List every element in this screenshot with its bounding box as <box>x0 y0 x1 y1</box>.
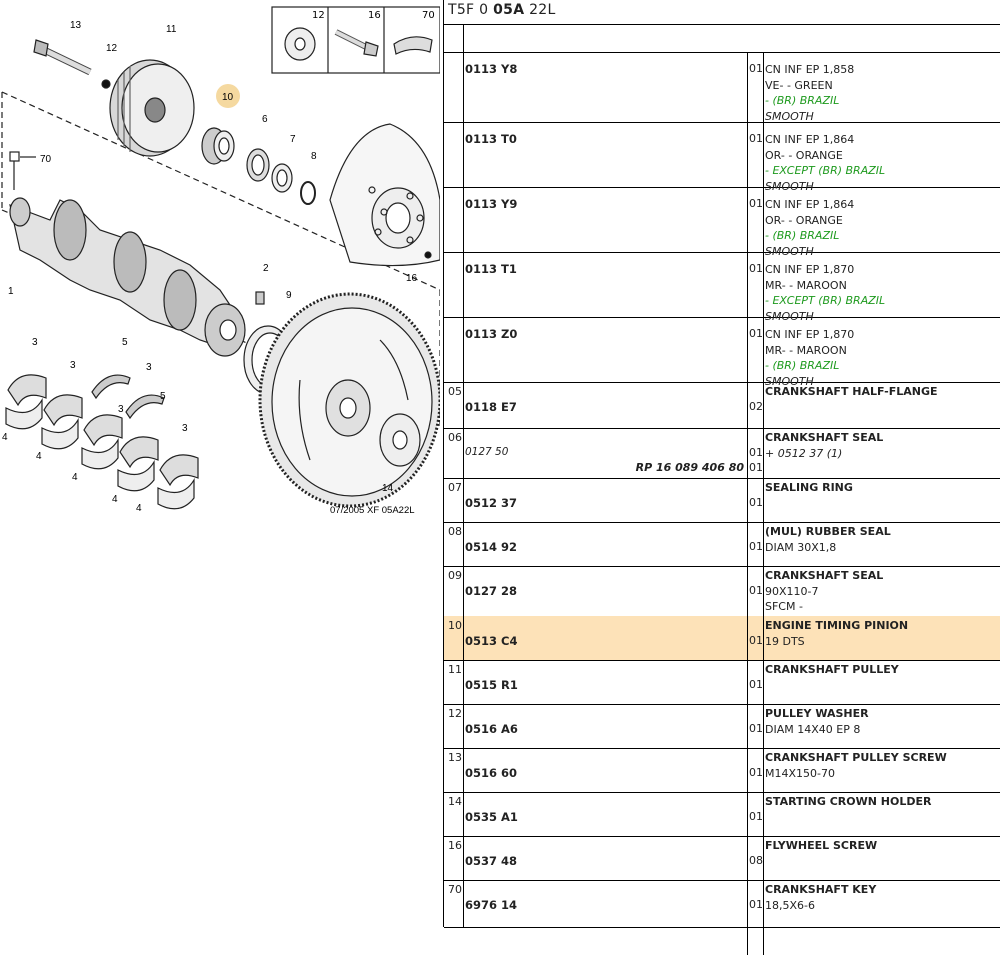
part-quantity: 01 <box>749 327 763 340</box>
description-line: - (BR) BRAZIL <box>765 359 840 373</box>
row-index: 05 <box>448 385 462 398</box>
col-divider-qty <box>763 52 764 955</box>
callout-5a: 5 <box>122 337 128 348</box>
description-line: CRANKSHAFT KEY <box>765 883 877 896</box>
row-index: 12 <box>448 707 462 720</box>
crankshaft-pulley-icon <box>110 60 194 156</box>
row-index: 11 <box>448 663 462 676</box>
row-index: 13 <box>448 751 462 764</box>
parts-row[interactable] <box>444 428 1000 479</box>
part-quantity: 01 <box>749 540 763 553</box>
part-reference[interactable]: 0118 E7 <box>465 400 517 414</box>
parts-row[interactable] <box>444 522 1000 567</box>
part-quantity: 01 <box>749 766 763 779</box>
parts-row[interactable] <box>444 566 1000 617</box>
parts-row[interactable] <box>444 792 1000 837</box>
row-index: 09 <box>448 569 462 582</box>
part-quantity: 01 <box>749 496 763 509</box>
callout-16: 16 <box>406 273 418 284</box>
catalog-header <box>444 0 1000 25</box>
part-reference[interactable]: 0127 50 <box>465 446 509 458</box>
description-line: CRANKSHAFT SEAL <box>765 431 884 444</box>
description-line: M14X150-70 <box>765 766 835 780</box>
svg-text:16: 16 <box>368 10 381 21</box>
part-description <box>765 524 891 555</box>
part-description <box>765 480 853 496</box>
description-line: - (BR) BRAZIL <box>765 229 840 243</box>
part-quantity: 01 <box>749 197 763 210</box>
part-quantity: 01 <box>749 584 763 597</box>
part-description <box>765 568 883 615</box>
timing-pinion-icon <box>202 128 234 164</box>
part-description <box>765 750 947 781</box>
callout-3c: 3 <box>146 362 152 373</box>
sealing-ring-icon <box>272 164 292 192</box>
part-description <box>765 197 854 259</box>
description-line: MR- - MAROON <box>765 343 847 357</box>
part-reference[interactable]: 0113 Y9 <box>465 197 518 211</box>
callout-4c: 4 <box>72 472 78 483</box>
part-quantity: 01 <box>749 446 763 459</box>
callout-70: 70 <box>40 154 52 165</box>
row-index: 14 <box>448 795 462 808</box>
catalog-code-prefix: T5F 0 <box>448 2 494 18</box>
description-line: 19 DTS <box>765 634 805 648</box>
row-index: 10 <box>448 619 462 632</box>
crankshaft-icon <box>10 198 245 356</box>
description-line: SMOOTH <box>765 109 814 123</box>
part-quantity: 01 <box>749 898 763 911</box>
callout-4a: 4 <box>2 432 8 443</box>
description-line: ENGINE TIMING PINION <box>765 619 909 632</box>
pulley-screw-icon <box>34 40 90 72</box>
description-line: (MUL) RUBBER SEAL <box>765 525 891 538</box>
description-line: MR- - MAROON <box>765 278 847 292</box>
description-line: CRANKSHAFT HALF-FLANGE <box>765 385 938 398</box>
washer-icon <box>285 28 315 60</box>
part-description <box>765 384 938 400</box>
callout-6: 6 <box>262 114 268 125</box>
part-description <box>765 618 908 649</box>
replacement-part-ref[interactable]: RP 16 089 406 80 <box>635 461 744 474</box>
parts-row[interactable] <box>444 616 1000 661</box>
part-reference[interactable]: 0516 60 <box>465 766 518 780</box>
part-quantity: 01 <box>749 62 763 75</box>
callout-8: 8 <box>311 151 317 162</box>
callout-3b: 3 <box>70 360 76 371</box>
callout-1: 1 <box>8 286 14 297</box>
description-line: CN INF EP 1,864 <box>765 133 855 146</box>
crankshaft-seal-icon <box>247 149 269 181</box>
callout-13: 13 <box>70 20 82 31</box>
callout-10: 10 <box>222 92 234 103</box>
parts-row[interactable] <box>444 122 1000 193</box>
description-line: CRANKSHAFT PULLEY SCREW <box>765 751 947 764</box>
parts-row[interactable] <box>444 187 1000 258</box>
part-description <box>765 794 931 810</box>
description-line: - EXCEPT (BR) BRAZIL <box>765 164 886 178</box>
description-line: SMOOTH <box>765 374 814 388</box>
parts-list-panel <box>443 0 1000 927</box>
description-line: SMOOTH <box>765 309 814 323</box>
rubber-seal-icon <box>301 182 315 204</box>
callout-3e: 3 <box>182 423 188 434</box>
description-line: PULLEY WASHER <box>765 707 869 720</box>
description-line: 18,5X6-6 <box>765 898 815 912</box>
callout-3a: 3 <box>32 337 38 348</box>
description-line: 90X110-7 <box>765 584 819 598</box>
part-quantity: 01 <box>749 634 763 647</box>
parts-row[interactable] <box>444 252 1000 323</box>
dowel-pin-icon <box>256 292 264 304</box>
column-header-strip <box>444 24 1000 53</box>
exploded-parts-diagram <box>0 0 440 927</box>
part-description <box>765 706 869 737</box>
parts-row[interactable] <box>444 478 1000 523</box>
callout-4d: 4 <box>112 494 118 505</box>
part-reference[interactable]: 0127 28 <box>465 584 518 598</box>
part-description <box>765 132 885 194</box>
catalog-code <box>448 2 556 18</box>
parts-row[interactable] <box>444 660 1000 705</box>
description-line: VE- - GREEN <box>765 78 833 92</box>
parts-row[interactable] <box>444 382 1000 429</box>
part-quantity: 02 <box>749 400 763 413</box>
replacement-quantity: 01 <box>749 461 763 474</box>
description-line: CRANKSHAFT SEAL <box>765 569 884 582</box>
parts-row[interactable] <box>444 317 1000 388</box>
callout-12: 12 <box>106 43 118 54</box>
part-description <box>765 838 877 854</box>
row-index: 08 <box>448 525 462 538</box>
description-line: - EXCEPT (BR) BRAZIL <box>765 294 886 308</box>
parts-row[interactable] <box>444 52 1000 123</box>
parts-row[interactable] <box>444 880 1000 928</box>
row-index: 16 <box>448 839 462 852</box>
description-line: DIAM 30X1,8 <box>765 540 837 554</box>
part-reference[interactable]: 0516 A6 <box>465 722 518 736</box>
description-line: + 0512 37 (1) <box>765 446 843 460</box>
part-description <box>765 327 854 389</box>
callout-4b: 4 <box>36 451 42 462</box>
description-line: DIAM 14X40 EP 8 <box>765 722 861 736</box>
description-line: CRANKSHAFT PULLEY <box>765 663 899 676</box>
parts-row[interactable] <box>444 704 1000 749</box>
washer-dot-icon <box>102 80 110 88</box>
callout-7: 7 <box>290 134 296 145</box>
svg-text:70: 70 <box>422 10 435 21</box>
part-description <box>765 262 885 324</box>
part-reference[interactable]: 0535 A1 <box>465 810 518 824</box>
parts-row[interactable] <box>444 836 1000 881</box>
bearing-shells-icon <box>6 375 198 509</box>
part-reference[interactable]: 0113 T0 <box>465 132 517 146</box>
flywheel-icon <box>260 294 440 506</box>
part-quantity: 01 <box>749 722 763 735</box>
part-reference[interactable]: 0514 92 <box>465 540 518 554</box>
description-line: SMOOTH <box>765 179 814 193</box>
part-reference[interactable]: 0537 48 <box>465 854 518 868</box>
col-divider-idx <box>463 24 464 927</box>
row-index: 06 <box>448 431 462 444</box>
part-quantity: 01 <box>749 678 763 691</box>
flywheel-plate-icon <box>330 124 440 266</box>
description-line: SEALING RING <box>765 481 853 494</box>
part-reference[interactable]: 0113 T1 <box>465 262 517 276</box>
description-line: OR- - ORANGE <box>765 213 843 227</box>
row-index: 07 <box>448 481 462 494</box>
callout-3d: 3 <box>118 404 124 415</box>
description-line: CN INF EP 1,864 <box>765 198 855 211</box>
col-divider-ref <box>747 52 748 955</box>
part-quantity: 01 <box>749 810 763 823</box>
diagram-footer: 07/2005 XF 05A22L <box>330 505 415 516</box>
part-quantity: 01 <box>749 262 763 275</box>
description-line: CN INF EP 1,858 <box>765 63 855 76</box>
part-description <box>765 430 883 461</box>
parts-row[interactable] <box>444 748 1000 793</box>
part-reference[interactable]: 6976 14 <box>465 898 518 912</box>
callout-11: 11 <box>166 24 177 35</box>
part-reference[interactable]: 0113 Z0 <box>465 327 518 341</box>
description-line: FLYWHEEL SCREW <box>765 839 878 852</box>
part-quantity: 01 <box>749 132 763 145</box>
part-description <box>765 882 876 913</box>
part-reference[interactable]: 0113 Y8 <box>465 62 518 76</box>
part-description <box>765 662 899 678</box>
catalog-code-bold: 05A <box>493 2 525 18</box>
callout-2: 2 <box>263 263 269 274</box>
description-line: STARTING CROWN HOLDER <box>765 795 932 808</box>
description-line: - (BR) BRAZIL <box>765 94 840 108</box>
catalog-code-suffix: 22L <box>524 2 556 18</box>
svg-text:12: 12 <box>312 10 325 21</box>
description-line: CN INF EP 1,870 <box>765 328 855 341</box>
row-index: 70 <box>448 883 462 896</box>
callout-5b: 5 <box>160 391 166 402</box>
description-line: OR- - ORANGE <box>765 148 843 162</box>
part-quantity: 08 <box>749 854 763 867</box>
part-reference[interactable]: 0515 R1 <box>465 678 518 692</box>
callout-9: 9 <box>286 290 292 301</box>
callout-4e: 4 <box>136 503 142 514</box>
part-reference[interactable]: 0513 C4 <box>465 634 518 648</box>
description-line: SMOOTH <box>765 244 814 258</box>
callout-14: 14 <box>382 483 394 494</box>
description-line: SFCM - <box>765 600 803 614</box>
description-line: CN INF EP 1,870 <box>765 263 855 276</box>
part-description <box>765 62 854 124</box>
part-reference[interactable]: 0512 37 <box>465 496 518 510</box>
